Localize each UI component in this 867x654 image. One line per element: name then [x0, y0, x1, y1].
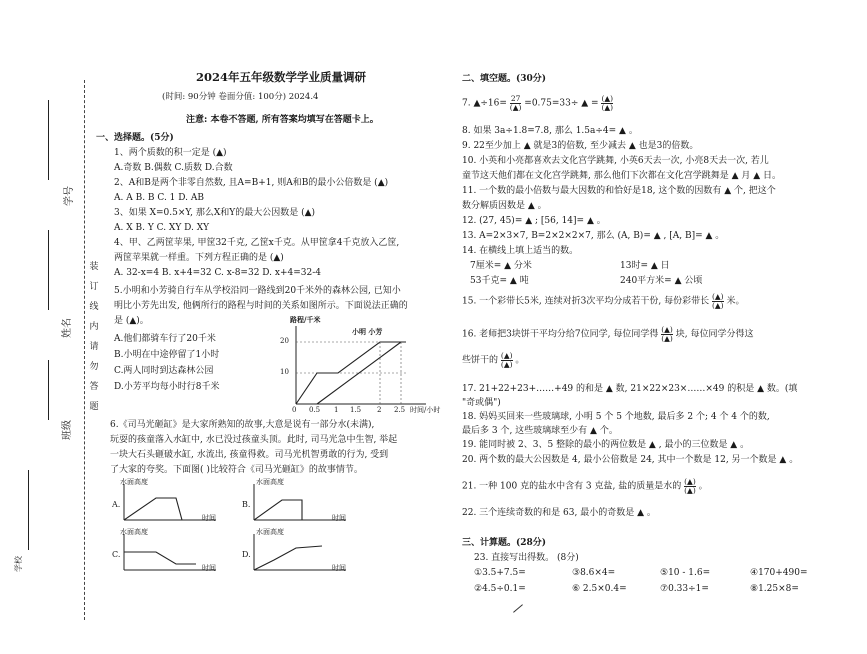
- minigraph-d-ylabel: 水面高度: [256, 528, 284, 536]
- margin-banji: 班级: [62, 420, 73, 440]
- q7-part1: 7. ▲÷16=: [462, 98, 507, 109]
- margin-xingming-line: [48, 230, 49, 310]
- q15-text2: 米。: [726, 296, 745, 307]
- q16-text3: 些饼干的: [462, 355, 499, 366]
- q5-option-b: B.小明在中途停留了1小时: [114, 350, 220, 360]
- q3: 3、如果 X=0.5×Y, 那么X和Y的最大公因数是 (▲): [114, 208, 316, 218]
- minigraph-a-ylabel: 水面高度: [120, 478, 148, 486]
- q13: 13. A=2×3×7, B=2×2×2×7, 那么 (A, B)= ▲ , [A, B]= ▲ 。: [462, 231, 725, 241]
- margin-xingming: 姓名: [62, 318, 73, 338]
- q2-options: A. A B. B C. 1 D. AB: [114, 193, 204, 203]
- q16-text4: 。: [515, 355, 525, 366]
- q5-option-c: C.两人同时到达森林公园: [114, 366, 214, 376]
- minigraph-c-line: [124, 552, 196, 564]
- q16-fraction1: [661, 326, 673, 342]
- q5-line2: 明比小芳先出发, 他俩所行的路程与时间的关系如图所示。下面说法正确的: [114, 301, 408, 311]
- q16-frac1-num: (▲): [661, 325, 673, 334]
- q6-line3: 一块大石头砸破水缸, 水流出, 孩童得救。司马光机智勇敢的行为, 受到: [110, 450, 389, 460]
- page-title: 2024年五年级数学学业质量调研: [196, 70, 367, 84]
- q14-item-a: 7厘米= ▲ 分米: [470, 261, 532, 271]
- q7-part2: =0.75=33÷ ▲ =: [524, 98, 599, 109]
- q14-item-c: 53千克= ▲ 吨: [470, 276, 529, 286]
- minigraph-b-line: [254, 500, 302, 520]
- minigraph-d: [242, 528, 356, 576]
- q10-line1: 10. 小英和小亮都喜欢去文化宫学跳舞, 小英6天去一次, 小亮8天去一次, 若儿: [462, 156, 769, 166]
- q16-text1: 16. 老师把3块饼干平均分给7位同学, 每位同学得: [462, 329, 659, 340]
- calc-1-4: ④170+490=: [750, 568, 808, 578]
- margin-banji-line: [48, 360, 49, 420]
- q15: [462, 293, 744, 309]
- margin-xuexiao-line: [28, 470, 29, 550]
- sec2-heading: 二、填空题。(30分): [462, 74, 547, 84]
- q17-line1: 17. 21+22+23+……+49 的和是 ▲ 数, 21×22×23×……×49 的积是 ▲ 数。(填: [462, 384, 798, 394]
- q21: [462, 478, 708, 494]
- q6-line1: 6.《司马光砸缸》是大家所熟知的故事,大意是说有一部分水(未满),: [110, 420, 375, 430]
- q7: [462, 95, 613, 111]
- q21-frac-num: (▲): [684, 477, 696, 486]
- binding-char: 装: [89, 262, 99, 272]
- q4-line1: 4、甲、乙两筐苹果, 甲筐32千克, 乙筐x千克。从甲筐拿4千克放入乙筐,: [114, 238, 400, 248]
- minigraph-c-ylabel: 水面高度: [120, 528, 148, 536]
- calc-2-1: ②4.5÷0.1=: [474, 584, 526, 594]
- sec3-heading: 三、计算题。(28分): [462, 538, 547, 548]
- graph-ytick-10: 10: [280, 368, 289, 376]
- margin-xuehao: 学号: [64, 186, 75, 206]
- binding-char: 勿: [89, 362, 99, 372]
- margin-xuexiao: 学校: [14, 556, 23, 572]
- minigraph-b-letter: B.: [242, 500, 251, 509]
- q16-text2: 块, 每位同学分得这: [675, 329, 754, 340]
- minigraph-c-letter: C.: [112, 550, 121, 559]
- q15-frac-num: (▲): [711, 292, 724, 301]
- q14: 14. 在横线上填上适当的数。: [462, 246, 579, 256]
- q4-options: A. 32-x=4 B. x+4=32 C. x-8=32 D. x+4=32-4: [114, 268, 321, 278]
- q20: 20. 两个数的最大公因数是 4, 最小公倍数是 24, 其中一个数是 12, 另一个数是 ▲ 。: [462, 455, 799, 465]
- q16-line2: [462, 352, 524, 368]
- q16-frac2-num: (▲): [500, 351, 513, 360]
- minigraph-a-line: [124, 498, 182, 520]
- q15-text1: 15. 一个彩带长5米, 连续对折3次平均分成若干份, 每份彩带长: [462, 296, 710, 307]
- binding-char: 题: [89, 402, 99, 412]
- q8: 8. 如果 3a÷1.8=7.8, 那么 1.5a÷4= ▲ 。: [462, 126, 638, 136]
- exam-notice: 注意: 本卷不答题, 所有答案均填写在答题卡上。: [186, 115, 379, 125]
- minigraph-d-line: [254, 546, 322, 570]
- q21-fraction: [684, 478, 696, 494]
- calc-2-3: ⑦0.33÷1=: [660, 584, 709, 594]
- q16-frac1-den: (▲): [661, 333, 673, 343]
- calc-2-2: ⑥ 2.5×0.4=: [572, 584, 627, 594]
- q4-line2: 两筐苹果就一样重。下列方程正确的是 (▲): [114, 253, 284, 263]
- minigraph-d-letter: D.: [242, 550, 251, 559]
- q21-text1: 21. 一种 100 克的盐水中含有 3 克盐, 盐的质量是水的: [462, 481, 682, 492]
- q12: 12. (27, 45)= ▲ ; [56, 14]= ▲ 。: [462, 216, 606, 226]
- binding-text: [88, 262, 100, 422]
- calc-1-3: ⑤10 - 1.6=: [660, 568, 711, 578]
- calc-1-2: ③8.6×4=: [572, 568, 616, 578]
- calc-1-1: ①3.5+7.5=: [474, 568, 526, 578]
- q16-frac2-den: (▲): [500, 359, 513, 369]
- binding-char: 答: [89, 382, 99, 392]
- q14-item-b: 13时= ▲ 日: [620, 261, 670, 271]
- graph-xtick-0: 0: [292, 406, 297, 414]
- q7-frac1-num: 27: [510, 94, 521, 103]
- binding-char: 内: [89, 322, 99, 332]
- q21-text2: 。: [698, 481, 708, 492]
- graph-y-label: 路程/千米: [290, 315, 321, 324]
- minigraph-d-xlabel: 时间: [332, 564, 346, 572]
- q21-frac-den: (▲): [684, 485, 696, 495]
- q15-fraction: [712, 293, 724, 309]
- q6-line2: 玩耍的孩童落入水缸中, 水已没过孩童头顶。此时, 司马光急中生智, 举起: [110, 435, 398, 445]
- graph-xtick-2: 2: [377, 406, 382, 414]
- q9: 9. 22至少加上 ▲ 就是3的倍数, 至少减去 ▲ 也是3的倍数。: [462, 141, 699, 151]
- q1-options: A.奇数 B.偶数 C.质数 D.合数: [114, 163, 233, 173]
- graph-legend: 小明 小芳: [352, 327, 383, 336]
- q18-line2: 最后多 3 个, 这些玻璃球至少有 ▲ 个。: [462, 426, 618, 436]
- sec1-heading: 一、选择题。(5分): [96, 133, 174, 143]
- q10-line2: 童节这天他们都在文化宫学跳舞, 那么他们下次都在文化宫学跳舞是 ▲ 月 ▲ 日。: [462, 171, 782, 181]
- q7-fraction2: [601, 95, 613, 111]
- q7-frac1-den: (▲): [509, 102, 522, 112]
- graph-x-label: 时间/小时: [410, 406, 441, 414]
- minigraph-b-xlabel: 时间: [332, 514, 346, 522]
- graph-xtick-1: 1: [334, 406, 339, 414]
- graph-ytick-20: 20: [280, 337, 289, 345]
- minigraph-c: [112, 528, 226, 576]
- binding-char: 请: [89, 342, 99, 352]
- q11-line2: 数分解质因数是 ▲ 。: [462, 201, 547, 211]
- calc-2-4: ⑧1.25×8=: [750, 584, 799, 594]
- q16-fraction2: [501, 352, 513, 368]
- q5-line1: 5.小明和小芳骑自行车从学校沿同一路线到20千米外的森林公园, 已知小: [114, 286, 401, 296]
- q16-line1: [462, 326, 753, 342]
- q5-line3: 是 (▲)。: [114, 316, 149, 326]
- graph-xtick-25: 2.5: [394, 406, 406, 414]
- graph-xtick-15: 1.5: [350, 406, 362, 414]
- q23: 23. 直接写出得数。 (8分): [474, 553, 579, 563]
- binding-char: 线: [89, 302, 99, 312]
- q18-line1: 18. 妈妈买回来一些玻璃球, 小明 5 个 5 个地数, 最后多 2 个; 4 个 4 个的数,: [462, 412, 770, 422]
- pencil-mark: [513, 604, 523, 612]
- graph-xtick-05: 0.5: [309, 406, 321, 414]
- binding-dash-line: [84, 80, 85, 620]
- q17-line2: "奇或偶"): [462, 398, 501, 408]
- q15-frac-den: (▲): [711, 300, 724, 310]
- q19: 19. 能同时被 2、3、5 整除的最小的两位数是 ▲ , 最小的三位数是 ▲ 。: [462, 440, 750, 450]
- binding-char: 订: [89, 282, 99, 292]
- q5-option-a: A.他们都骑车行了20千米: [114, 334, 216, 344]
- q7-frac2-num: (▲): [601, 94, 614, 103]
- minigraph-a-letter: A.: [112, 500, 121, 509]
- exam-info: (时间: 90分钟 卷面分值: 100分) 2024.4: [162, 92, 319, 102]
- q11-line1: 11. 一个数的最小倍数与最大因数的和恰好是18, 这个数的因数有 ▲ 个, 把这个: [462, 186, 776, 196]
- q14-item-d: 240平方米= ▲ 公顷: [620, 276, 703, 286]
- q7-fraction1: [510, 95, 522, 111]
- minigraph-a-xlabel: 时间: [202, 514, 216, 522]
- minigraph-b-ylabel: 水面高度: [256, 478, 284, 486]
- margin-xuehao-line: [48, 100, 49, 180]
- q1: 1、两个质数的积一定是 (▲): [114, 148, 227, 158]
- minigraph-c-xlabel: 时间: [202, 564, 216, 572]
- q6-line4: 了大家的夸奖。下面图( )比较符合《司马光砸缸》的故事情节。: [110, 465, 363, 475]
- minigraph-a: [112, 478, 226, 526]
- q22: 22. 三个连续奇数的和是 63, 最小的奇数是 ▲ 。: [462, 508, 656, 518]
- distance-time-graph: [276, 315, 446, 416]
- q5-option-d: D.小芳平均每小时行8千米: [114, 382, 220, 392]
- q3-options: A. X B. Y C. XY D. XY: [114, 223, 210, 233]
- q7-frac2-den: (▲): [601, 102, 614, 112]
- q2: 2、A和B是两个非零自然数, 且A=B+1, 则A和B的最小公倍数是 (▲): [114, 178, 389, 188]
- minigraph-b: [242, 478, 356, 526]
